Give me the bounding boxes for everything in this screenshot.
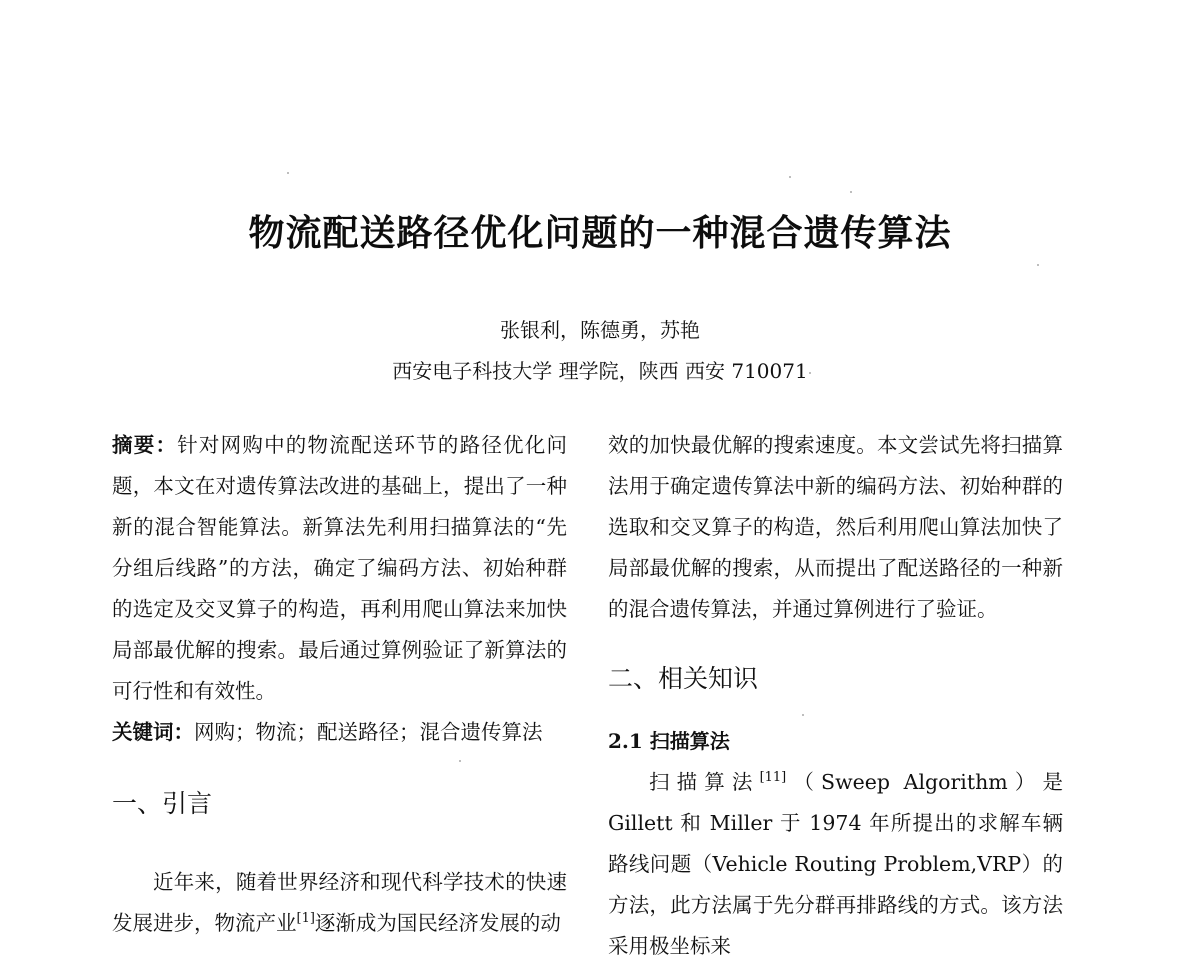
citation-11: [11] [759,770,787,785]
scan-speck [287,172,289,174]
scan-speck [459,760,461,762]
left-column [112,425,567,944]
sweep-text-start: 扫描算法 [649,770,760,794]
paper-title: 物流配送路径优化问题的一种混合遗传算法 [248,212,952,254]
scan-speck [1037,264,1039,266]
sweep-text-end: （Sweep Algorithm）是 Gillett 和 Miller 于 1974 年所提出的求解车辆路线问题（Vehicle Routing Problem,VRP）的方法，此方法属于先分群再排路线的方式。该方法采用极坐标来 [608,770,1063,958]
sweep-algorithm-paragraph [608,762,1063,967]
section1-text-start: 近年来，随着世界经济和现代科学技术的快速发展进步，物流产业 [112,870,567,935]
abstract-text: 针对网购中的物流配送环节的路径优化问题，本文在对遗传算法改进的基础上，提出了一种新的混合智能算法。新算法先利用扫描算法的“先分组后线路”的方法，确定了编码方法、初始种群的选定及交叉算子的构造，再利用爬山算法来加快局部最优解的搜索。最后通过算例验证了新算法的可行性和有效性。 [112,433,568,703]
section1-heading: 一、引言 [112,789,213,818]
scan-speck [789,176,791,178]
scan-speck [809,372,811,374]
paper-affiliation: 西安电子科技大学 理学院，陕西 西安 710071 [392,359,808,383]
scan-speck [802,714,804,716]
keywords-paragraph [112,712,567,753]
right-column [608,425,1063,967]
keywords-text: 网购；物流；配送路径；混合遗传算法 [194,720,543,744]
abstract-paragraph [112,425,567,712]
scan-speck [850,191,852,193]
section1-paragraph [112,862,567,944]
section2-heading: 二、相关知识 [608,664,759,693]
abstract-label: 摘要： [112,433,178,457]
intro-continuation-paragraph: 效的加快最优解的搜索速度。本文尝试先将扫描算法用于确定遗传算法中新的编码方法、初始种群的选取和交叉算子的构造，然后利用爬山算法加快了局部最优解的搜索，从而提出了配送路径的一种新的混合遗传算法，并通过算例进行了验证。 [608,433,1063,621]
subsection-2-1-heading: 2.1 扫描算法 [608,729,730,753]
section1-text-end: 逐渐成为国民经济发展的动 [314,911,561,935]
paper-authors: 张银利，陈德勇，苏艳 [500,318,700,342]
keywords-label: 关键词： [112,720,194,744]
citation-1: [1] [296,911,315,926]
